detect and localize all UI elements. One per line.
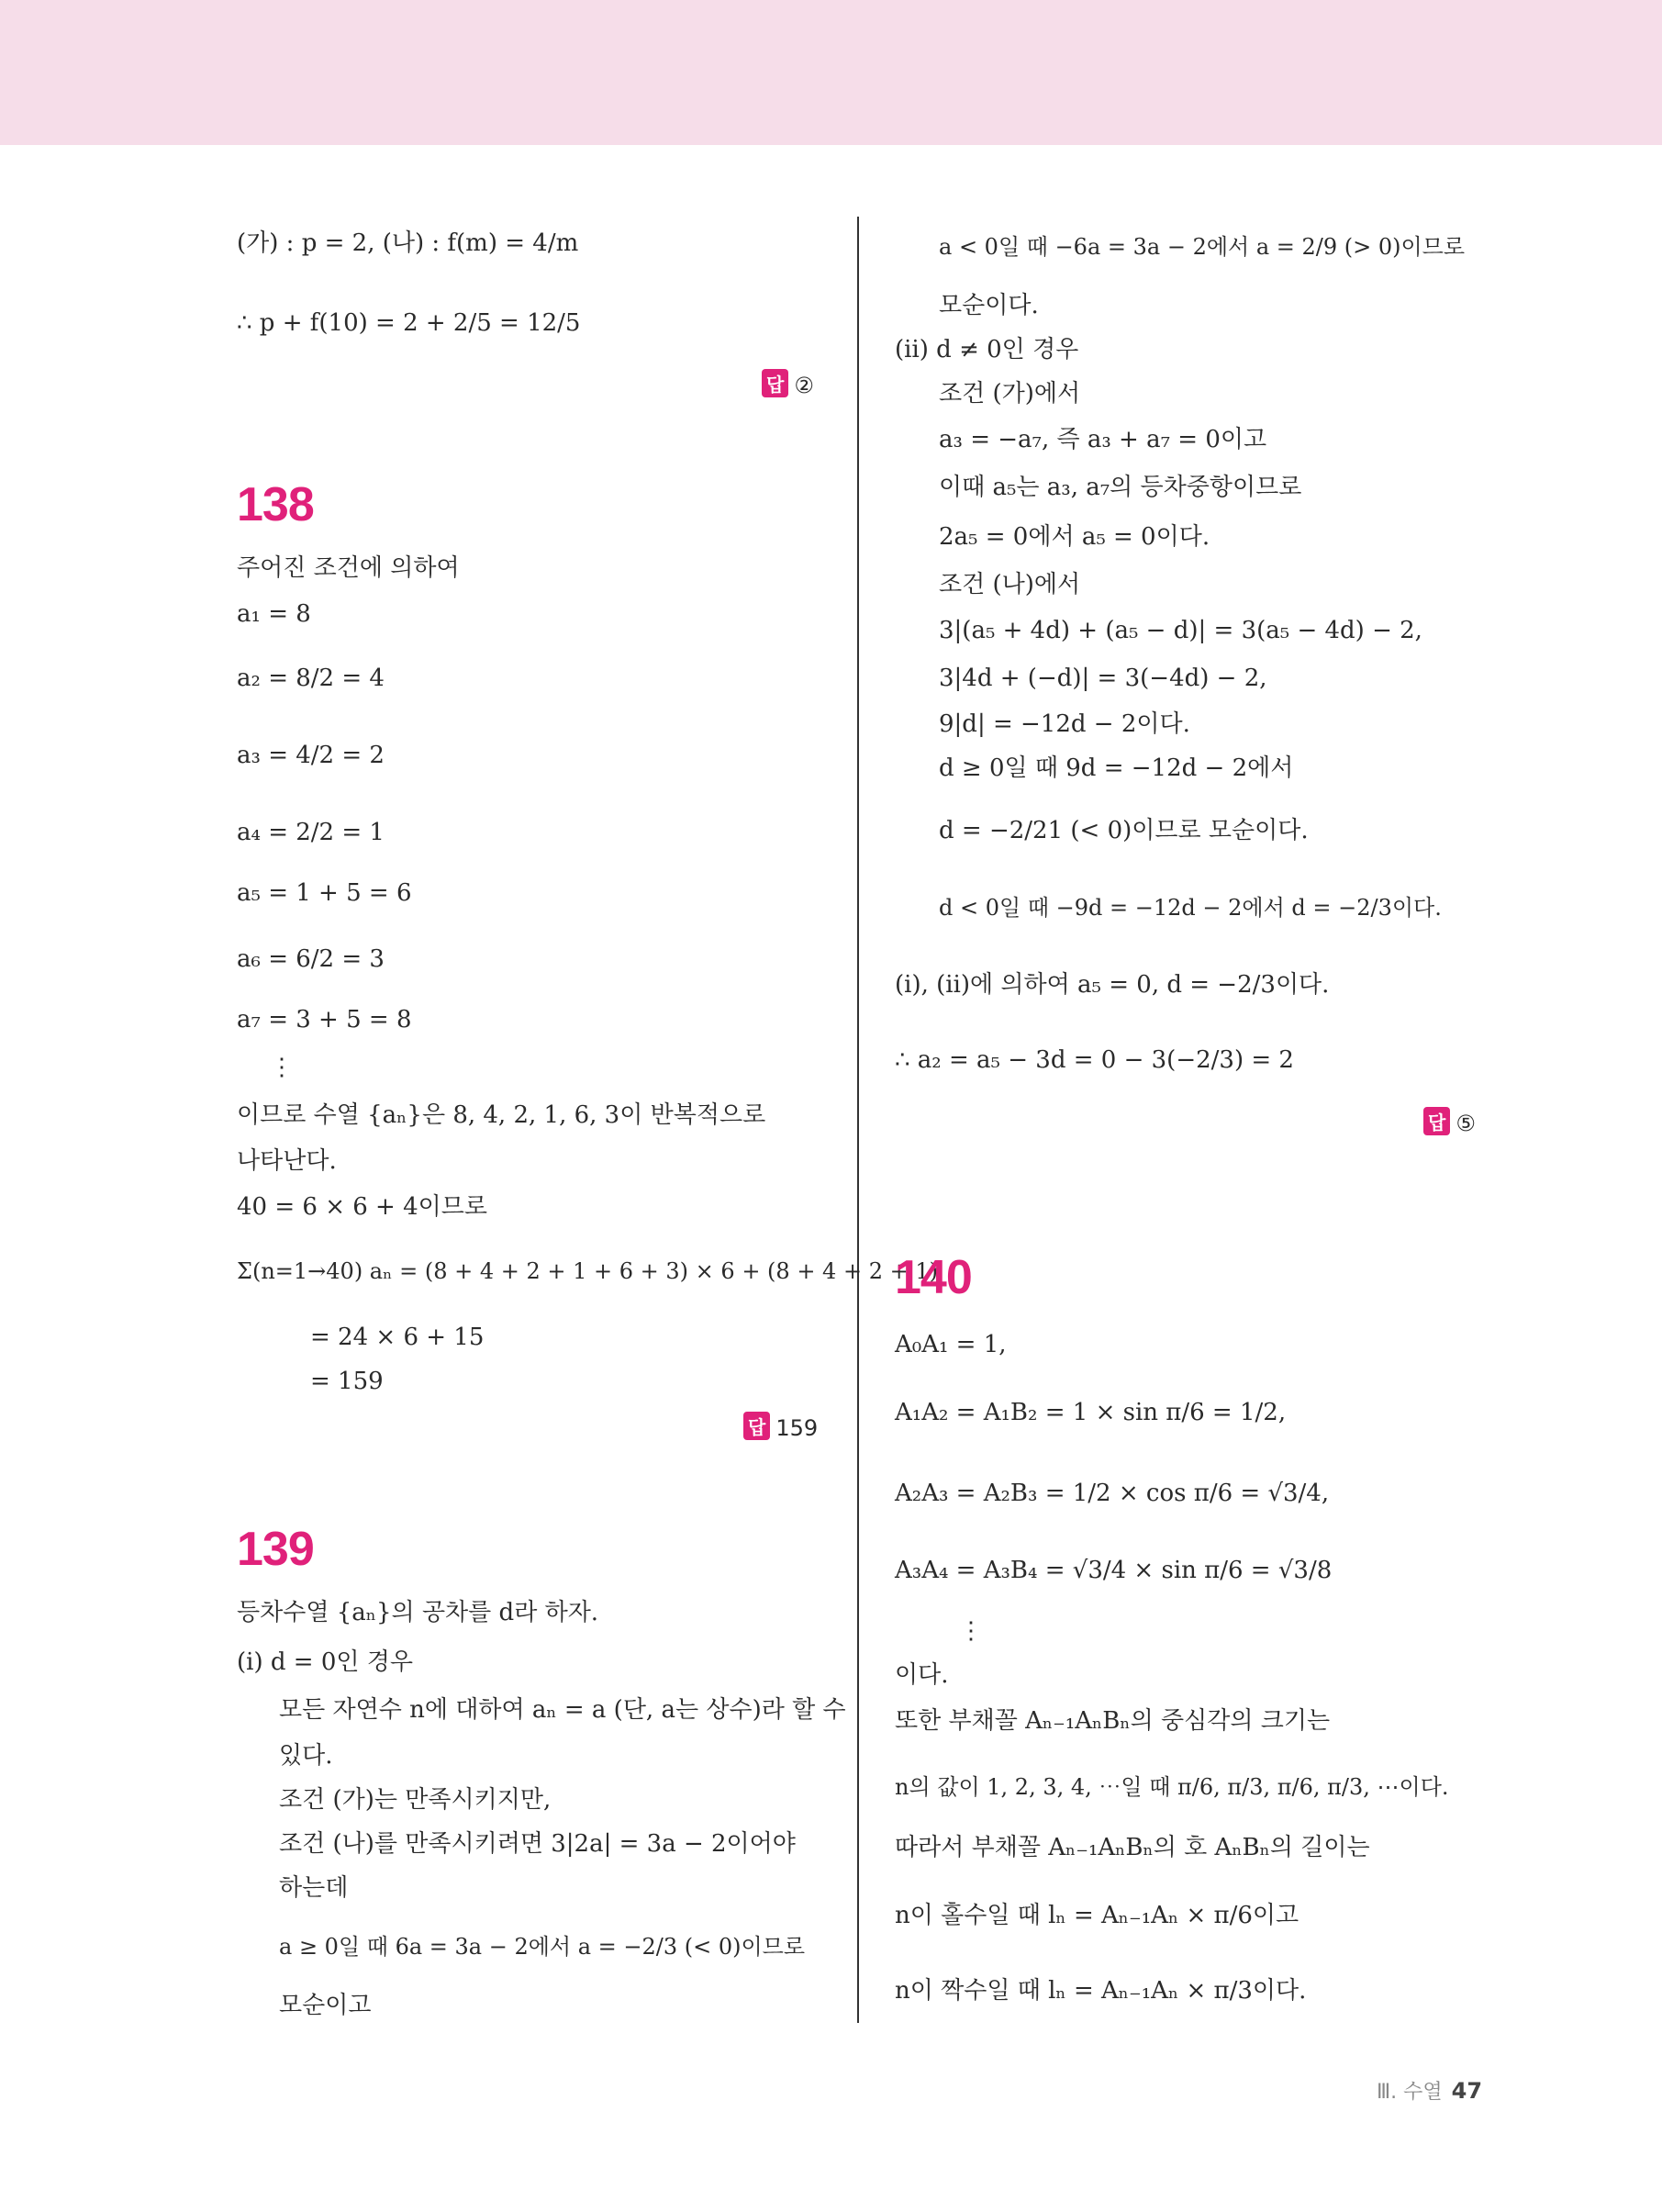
- text-line: a₇ = 3 + 5 = 8: [237, 1006, 412, 1033]
- text-line: 조건 (나)에서: [939, 571, 1081, 598]
- text-line: 주어진 조건에 의하여: [237, 554, 460, 582]
- text-line: 이때 a₅는 a₃, a₇의 등차중항이므로: [939, 474, 1302, 501]
- problem-number: 140: [895, 1251, 972, 1304]
- text-line: 9|d| = −12d − 2이다.: [939, 710, 1190, 738]
- answer-badge: 답: [1423, 1107, 1450, 1135]
- answer-value: ⑤: [1456, 1111, 1476, 1136]
- text-line: ∴ p + f(10) = 2 + 2/5 = 12/5: [237, 309, 581, 337]
- text-line: (ⅱ) d ≠ 0인 경우: [895, 336, 1079, 363]
- text-line: d = −2/21 (< 0)이므로 모순이다.: [939, 817, 1309, 844]
- text-line: (ⅰ), (ⅱ)에 의하여 a₅ = 0, d = −2/3이다.: [895, 971, 1330, 999]
- section-label: Ⅲ. 수열: [1377, 2081, 1443, 2104]
- page-footer: [1377, 2076, 1482, 2105]
- answer-badge: 답: [743, 1412, 770, 1440]
- text-line: n의 값이 1, 2, 3, 4, ⋯일 때 π/6, π/3, π/6, π/3, ⋯이다.: [895, 1774, 1449, 1800]
- text-line: 조건 (가)는 만족시키지만,: [279, 1786, 552, 1814]
- text-line: 등차수열 {aₙ}의 공차를 d라 하자.: [237, 1599, 599, 1626]
- text-line: (가) : p = 2, (나) : f(m) = 4/m: [237, 229, 579, 257]
- text-line: 이므로 수열 {aₙ}은 8, 4, 2, 1, 6, 3이 반복적으로: [237, 1101, 766, 1129]
- text-line: a₄ = 2/2 = 1: [237, 819, 385, 846]
- text-line: a₁ = 8: [237, 600, 311, 628]
- text-line: 나타난다.: [237, 1147, 337, 1175]
- text-line: ∴ a₂ = a₅ − 3d = 0 − 3(−2/3) = 2: [895, 1046, 1294, 1074]
- text-line: 3|(a₅ + 4d) + (a₅ − d)| = 3(a₅ − 4d) − 2,: [939, 617, 1422, 644]
- page-number: 47: [1451, 2078, 1483, 2104]
- text-line: n이 짝수일 때 lₙ = Aₙ₋₁Aₙ × π/3이다.: [895, 1977, 1307, 2005]
- text-line: a < 0일 때 −6a = 3a − 2에서 a = 2/9 (> 0)이므로: [939, 234, 1466, 260]
- text-line: 모순이고: [279, 1992, 372, 2019]
- text-line: a₃ = −a₇, 즉 a₃ + a₇ = 0이고: [939, 426, 1267, 453]
- problem-number: 139: [237, 1523, 314, 1576]
- text-line: a₅ = 1 + 5 = 6: [237, 879, 412, 907]
- text-line: A₀A₁ = 1,: [895, 1331, 1007, 1358]
- answer-marker: [762, 369, 814, 398]
- text-line: = 159: [310, 1368, 384, 1395]
- text-line: 40 = 6 × 6 + 4이므로: [237, 1193, 488, 1221]
- text-line: A₁A₂ = A₁B₂ = 1 × sin π/6 = 1/2,: [895, 1399, 1287, 1426]
- text-line: 3|4d + (−d)| = 3(−4d) − 2,: [939, 665, 1267, 692]
- text-line: a₆ = 6/2 = 3: [237, 945, 385, 973]
- answer-value: ②: [794, 373, 814, 398]
- text-line: 2a₅ = 0에서 a₅ = 0이다.: [939, 523, 1210, 551]
- text-line: a₂ = 8/2 = 4: [237, 665, 385, 692]
- text-line: 있다.: [279, 1742, 333, 1770]
- text-line: = 24 × 6 + 15: [310, 1324, 485, 1351]
- answer-marker: [743, 1412, 818, 1441]
- text-line: d ≥ 0일 때 9d = −12d − 2에서: [939, 754, 1294, 782]
- answer-marker: [1423, 1107, 1476, 1136]
- text-line: 따라서 부채꼴 Aₙ₋₁AₙBₙ의 호 AₙBₙ의 길이는: [895, 1834, 1370, 1861]
- text-line: 모든 자연수 n에 대하여 aₙ = a (단, a는 상수)라 할 수: [279, 1696, 846, 1724]
- problem-number: 138: [237, 478, 314, 531]
- text-line: 조건 (가)에서: [939, 380, 1081, 408]
- text-line: A₃A₄ = A₃B₄ = √3/4 × sin π/6 = √3/8: [895, 1557, 1333, 1584]
- text-line: 조건 (나)를 만족시키려면 3|2a| = 3a − 2이어야: [279, 1830, 796, 1858]
- header-band: [0, 0, 1662, 145]
- text-line: a ≥ 0일 때 6a = 3a − 2에서 a = −2/3 (< 0)이므로: [279, 1934, 806, 1960]
- column-divider: [857, 217, 859, 2023]
- ellipsis: ⋮: [270, 1054, 294, 1081]
- answer-badge: 답: [762, 369, 788, 397]
- text-line: 하는데: [279, 1874, 349, 1902]
- text-line: d < 0일 때 −9d = −12d − 2에서 d = −2/3이다.: [939, 895, 1442, 921]
- text-line: a₃ = 4/2 = 2: [237, 742, 385, 769]
- text-line: n이 홀수일 때 lₙ = Aₙ₋₁Aₙ × π/6이고: [895, 1902, 1299, 1929]
- text-line: 또한 부채꼴 Aₙ₋₁AₙBₙ의 중심각의 크기는: [895, 1707, 1331, 1735]
- text-line: 모순이다.: [939, 292, 1039, 319]
- text-line: A₂A₃ = A₂B₃ = 1/2 × cos π/6 = √3/4,: [895, 1480, 1330, 1507]
- text-line: (ⅰ) d = 0인 경우: [237, 1648, 413, 1676]
- text-line: 이다.: [895, 1661, 949, 1689]
- ellipsis: ⋮: [959, 1617, 983, 1645]
- answer-value: 159: [775, 1415, 819, 1441]
- text-line: Σ(n=1→40) aₙ = (8 + 4 + 2 + 1 + 6 + 3) × 6 + (8 + 4 + 2 + 1): [237, 1258, 938, 1284]
